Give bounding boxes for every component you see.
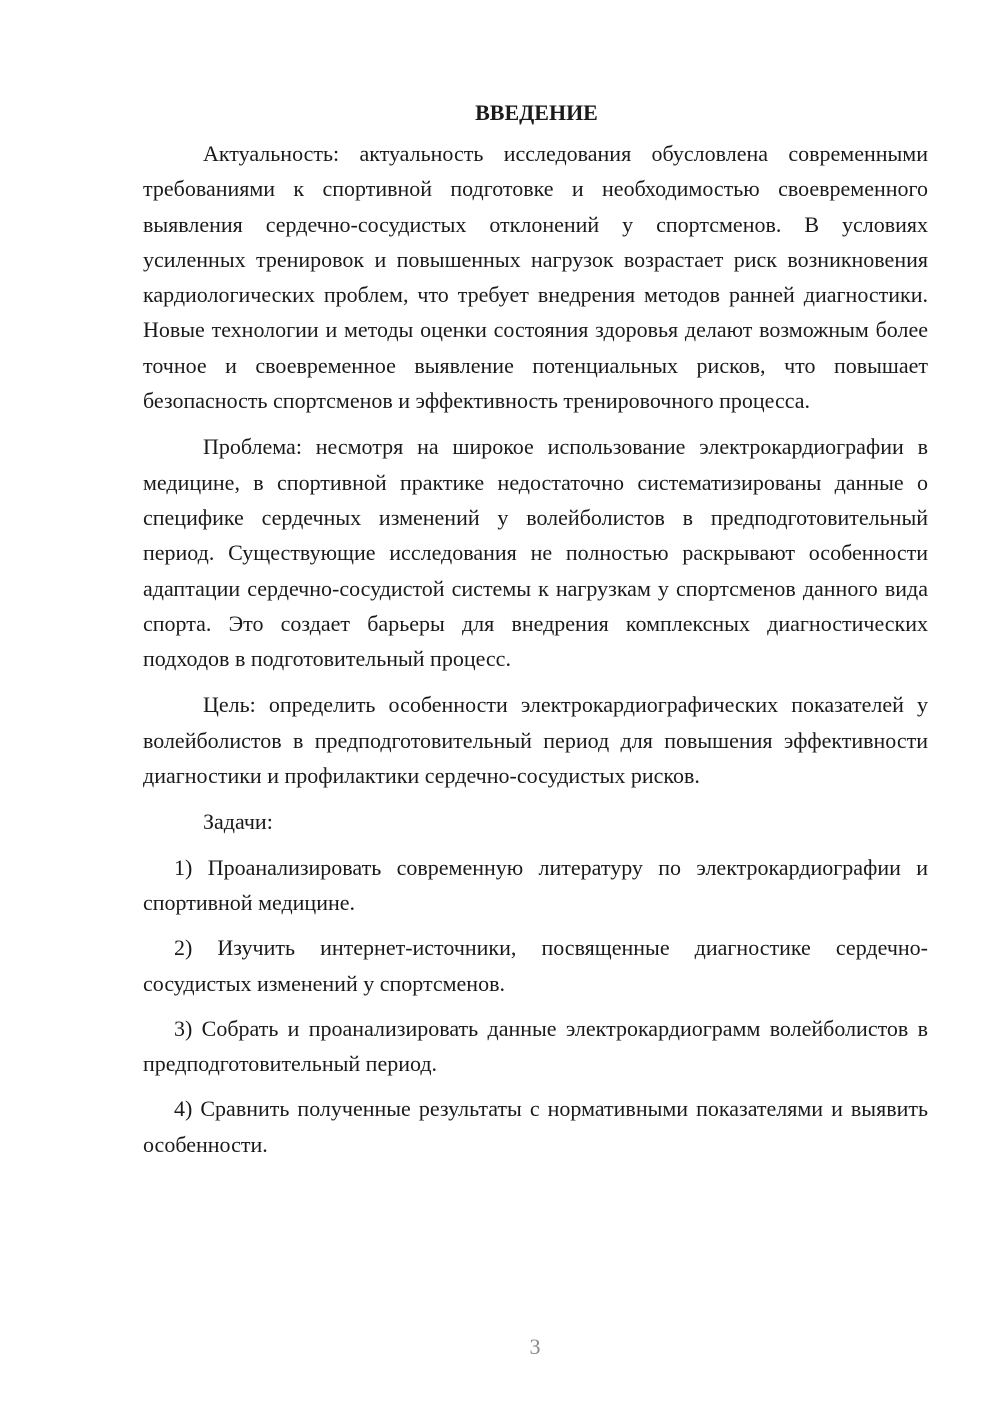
task-number: 2): [174, 935, 193, 961]
task-item-4: [143, 1091, 928, 1162]
tasks-label: Задачи:: [203, 809, 273, 835]
relevance-paragraph: Актуальность: актуальность исследования обусловлена современными требованиями к спортивной подготовке и необходимостью своевременного выявления сердечно-сосудистых отклонений у спортсменов. В условиях усиленных тренировок и повышенных нагрузок возрастает риск возникновения кардиологических проблем, что требует внедрения методов ранней диагностики. Новые технологии и методы оценки состояния здоровья делают возможным более точное и своевременное выявление потенциальных рисков, что повышает безопасность спортсменов и эффективность тренировочного процесса.: [143, 141, 928, 414]
problem-paragraph: Проблема: несмотря на широкое использование электрокардиографии в медицине, в спортивной практике недостаточно систематизированы данные о специфике сердечных изменений у волейболистов в предподготовительный период. Существующие исследования не полностью раскрывают особенности адаптации сердечно-сосудистой системы к нагрузкам у спортсменов данного вида спорта. Это создает барьеры для внедрения комплексных диагностических подходов в подготовительный процесс.: [143, 434, 928, 672]
task-number: 3): [174, 1015, 193, 1041]
task-text: Изучить интернет-источники, посвященные диагностике сердечно-сосудистых изменений у спортсменов.: [143, 935, 928, 996]
task-number: 1): [174, 854, 193, 880]
section-title: ВВЕДЕНИЕ: [475, 100, 598, 125]
task-number: 4): [174, 1096, 193, 1122]
task-text: Собрать и проанализировать данные электрокардиограмм волейболистов в предподготовительный период.: [143, 1015, 928, 1077]
task-item-3: [143, 1011, 928, 1082]
goal-paragraph: Цель: определить особенности электрокардиографических показателей у волейболистов в предподготовительный период для повышения эффективности диагностики и профилактики сердечно-сосудистых рисков.: [143, 692, 928, 789]
task-text: Проанализировать современную литературу по электрокардиографии и спортивной медицине.: [143, 854, 929, 915]
task-text: Сравнить полученные результаты с нормативными показателями и выявить особенности.: [143, 1096, 928, 1157]
task-item-2: [143, 930, 928, 1001]
task-item-1: [143, 850, 928, 921]
page-number: 3: [529, 1334, 541, 1359]
page-body: [143, 95, 928, 1162]
